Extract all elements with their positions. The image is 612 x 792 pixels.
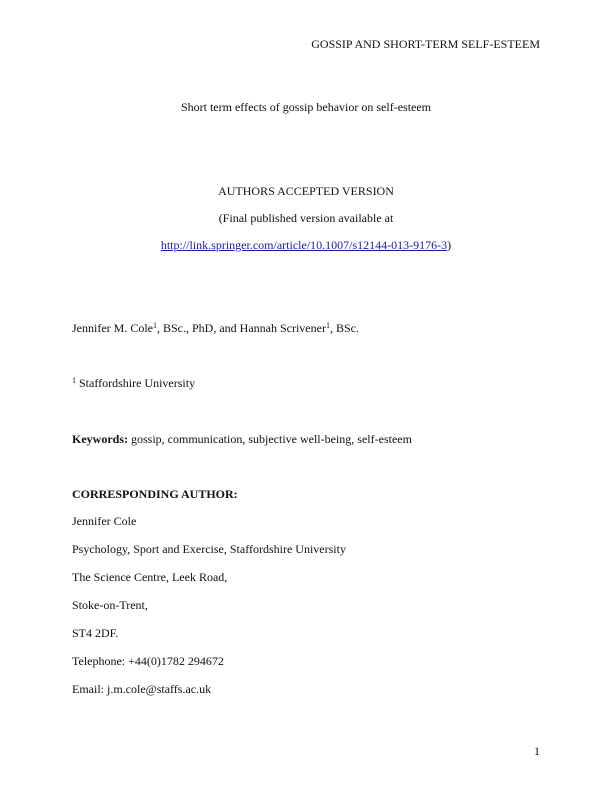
paper-title: Short term effects of gossip behavior on self-esteem [180, 100, 432, 114]
author-1-affiliation-marker: 1 [152, 321, 157, 330]
keywords-text: gossip, communication, subjective well-being, self-esteem [128, 432, 412, 446]
contact-address-postcode: ST4 2DF. [72, 626, 119, 640]
page-number: 1 [534, 744, 540, 758]
keywords-label: Keywords: [72, 432, 128, 446]
contact-department: Psychology, Sport and Exercise, Staffordshire University [72, 542, 346, 556]
contact-email: Email: j.m.cole@staffs.ac.uk [72, 682, 212, 696]
affiliation-marker: 1 [72, 376, 76, 385]
availability-suffix: ) [447, 238, 452, 252]
author-degrees-and-name-2: , BSc., PhD, and Hannah Scrivener [156, 321, 326, 335]
availability-link-line [0, 239, 612, 251]
affiliation [72, 377, 195, 389]
author-2-affiliation-marker: 1 [325, 321, 330, 330]
running-head: GOSSIP AND SHORT-TERM SELF-ESTEEM [311, 37, 540, 51]
contact-telephone: Telephone: +44(0)1782 294672 [72, 654, 224, 668]
availability-note: (Final published version available at [218, 211, 394, 225]
affiliation-name: Staffordshire University [76, 376, 196, 390]
author-line [72, 322, 359, 334]
corresponding-author-heading: CORRESPONDING AUTHOR: [72, 487, 238, 501]
contact-address-street: The Science Centre, Leek Road, [72, 570, 228, 584]
version-label: AUTHORS ACCEPTED VERSION [218, 184, 394, 198]
contact-name: Jennifer Cole [72, 514, 137, 528]
keywords [72, 433, 412, 445]
author-name-1: Jennifer M. Cole [72, 321, 153, 335]
published-version-link[interactable]: http://link.springer.com/article/10.1007/s12144-013-9176-3 [160, 238, 448, 252]
author-2-degrees: , BSc. [329, 321, 359, 335]
contact-address-city: Stoke-on-Trent, [72, 598, 148, 612]
